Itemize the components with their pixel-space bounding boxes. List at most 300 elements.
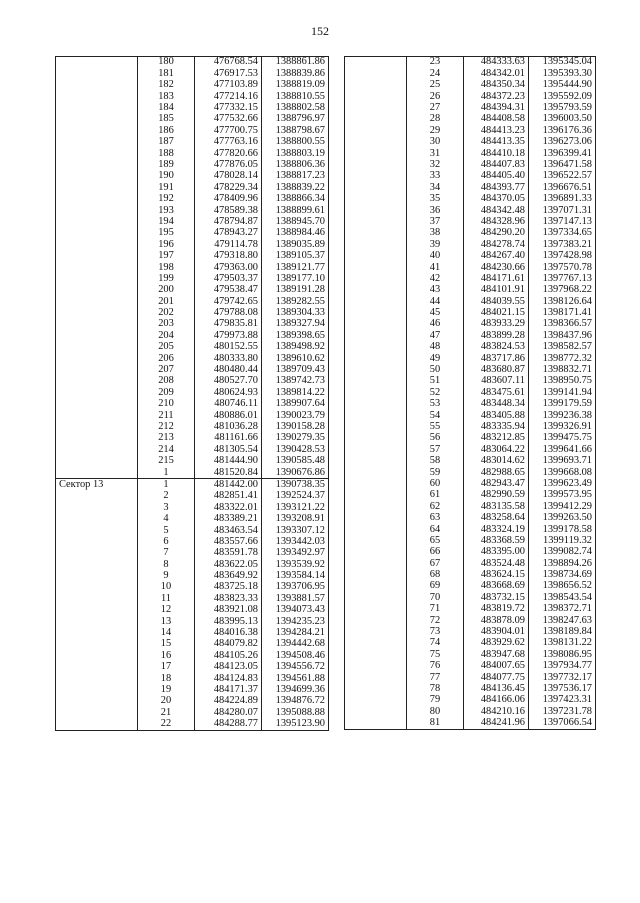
sector-cell: [56, 491, 138, 502]
y-coordinate-cell: 1389121.77: [262, 262, 329, 273]
y-coordinate-cell: 1397536.17: [529, 683, 596, 694]
point-number-cell: 32: [429, 159, 441, 170]
y-coordinate-cell: 1397383.21: [529, 239, 596, 250]
table-row: [345, 661, 596, 672]
x-coordinate-cell: 484333.63: [464, 57, 529, 69]
sector-cell: [345, 456, 407, 467]
table-row: [56, 342, 329, 353]
x-coordinate-cell: 483475.61: [464, 387, 529, 398]
y-coordinate-cell: 1388945.70: [262, 216, 329, 227]
y-coordinate-cell: 1392524.37: [262, 491, 329, 502]
x-coordinate-cell: 483878.09: [464, 615, 529, 626]
y-coordinate-cell: 1399641.66: [529, 444, 596, 455]
point-number-cell: 184: [158, 102, 174, 114]
point-number-cell: 202: [158, 307, 174, 319]
table-row: [345, 410, 596, 421]
table-row: [56, 376, 329, 387]
point-number-cell: 211: [158, 409, 174, 421]
x-coordinate-cell: 479318.80: [195, 251, 262, 262]
point-number-cell: 15: [160, 638, 172, 650]
y-coordinate-cell: 1398131.22: [529, 638, 596, 649]
point-number-cell: 48: [429, 341, 441, 353]
sector-cell: [345, 273, 407, 284]
table-row: [56, 353, 329, 364]
table-row: [56, 137, 329, 148]
table-row: [56, 80, 329, 91]
sector-cell: [345, 706, 407, 717]
sector-cell: [345, 683, 407, 694]
table-row: [56, 582, 329, 593]
table-row: [345, 490, 596, 501]
x-coordinate-cell: 483389.21: [195, 514, 262, 525]
table-row: [56, 616, 329, 627]
y-coordinate-cell: 1394876.72: [262, 696, 329, 707]
x-coordinate-cell: 478409.96: [195, 194, 262, 205]
sector-cell: [345, 114, 407, 125]
x-coordinate-cell: 482990.59: [464, 490, 529, 501]
x-coordinate-cell: 483591.78: [195, 548, 262, 559]
sector-cell: [56, 262, 138, 273]
table-row: [56, 628, 329, 639]
point-number-cell: 64: [429, 523, 441, 535]
x-coordinate-cell: 484136.45: [464, 683, 529, 694]
table-row: [345, 615, 596, 626]
x-coordinate-cell: 483212.85: [464, 433, 529, 444]
point-number-cell: 11: [160, 592, 171, 604]
sector-cell: [56, 456, 138, 467]
sector-cell: [56, 548, 138, 559]
table-row: [345, 68, 596, 79]
point-number-cell: 61: [429, 489, 441, 501]
x-coordinate-cell: 484267.40: [464, 251, 529, 262]
sector-cell: [56, 399, 138, 410]
sector-cell: [56, 239, 138, 250]
point-number-cell: 35: [429, 193, 441, 205]
sector-cell: [345, 57, 407, 69]
x-coordinate-cell: 483668.69: [464, 581, 529, 592]
table-row: [345, 308, 596, 319]
table-row: [56, 308, 329, 319]
point-number-cell: 208: [158, 375, 174, 387]
sector-cell: [345, 160, 407, 171]
point-number-cell: 17: [160, 661, 172, 673]
table-row: [56, 593, 329, 604]
x-coordinate-cell: 483405.88: [464, 410, 529, 421]
sector-cell: [345, 627, 407, 638]
table-row: [345, 330, 596, 341]
point-number-cell: 63: [429, 512, 441, 524]
y-coordinate-cell: 1395592.09: [529, 91, 596, 102]
x-coordinate-cell: 484342.48: [464, 205, 529, 216]
y-coordinate-cell: 1399326.91: [529, 422, 596, 433]
sector-cell: [56, 148, 138, 159]
sector-cell: [345, 513, 407, 524]
point-number-cell: 18: [160, 672, 172, 684]
x-coordinate-cell: 484166.06: [464, 695, 529, 706]
sector-cell: [345, 524, 407, 535]
y-coordinate-cell: 1390676.86: [262, 467, 329, 479]
point-number-cell: 13: [160, 615, 172, 627]
y-coordinate-cell: 1399573.95: [529, 490, 596, 501]
point-number-cell: 79: [429, 694, 441, 706]
table-row: [345, 627, 596, 638]
x-coordinate-cell: 483322.01: [195, 502, 262, 513]
point-number-cell: 57: [429, 443, 441, 455]
table-row: [345, 683, 596, 694]
table-row: [56, 205, 329, 216]
y-coordinate-cell: 1397428.98: [529, 251, 596, 262]
point-number-cell: 53: [429, 398, 441, 410]
y-coordinate-cell: 1398247.63: [529, 615, 596, 626]
point-number-cell: 212: [158, 420, 174, 432]
table-row: [345, 581, 596, 592]
y-coordinate-cell: 1396522.57: [529, 171, 596, 182]
sector-cell: [345, 103, 407, 114]
y-coordinate-cell: 1398126.64: [529, 296, 596, 307]
table-row: [345, 273, 596, 284]
table-row: [345, 513, 596, 524]
point-number-cell: 49: [429, 352, 441, 364]
y-coordinate-cell: 1398372.71: [529, 604, 596, 615]
y-coordinate-cell: 1394284.21: [262, 628, 329, 639]
sector-cell: [56, 628, 138, 639]
sector-cell: [345, 125, 407, 136]
sector-cell: [56, 68, 138, 79]
y-coordinate-cell: 1389709.43: [262, 365, 329, 376]
point-number-cell: 22: [160, 718, 172, 730]
sector-cell: [345, 148, 407, 159]
point-number-cell: 75: [429, 648, 441, 660]
table-row: [56, 399, 329, 410]
sector-cell: [56, 650, 138, 661]
table-row: [345, 718, 596, 730]
sector-cell: [345, 638, 407, 649]
table-row: [345, 524, 596, 535]
x-coordinate-cell: 484210.16: [464, 706, 529, 717]
table-row: [345, 478, 596, 489]
point-number-cell: 12: [160, 604, 172, 616]
sector-cell: [56, 444, 138, 455]
y-coordinate-cell: 1389282.55: [262, 296, 329, 307]
y-coordinate-cell: 1397231.78: [529, 706, 596, 717]
y-coordinate-cell: 1388866.34: [262, 194, 329, 205]
x-coordinate-cell: 480152.55: [195, 342, 262, 353]
y-coordinate-cell: 1390158.28: [262, 422, 329, 433]
sector-cell: [345, 387, 407, 398]
point-number-cell: 39: [429, 238, 441, 250]
sector-cell: [56, 422, 138, 433]
point-number-cell: 28: [429, 113, 441, 125]
y-coordinate-cell: 1399236.38: [529, 410, 596, 421]
x-coordinate-cell: 483904.01: [464, 627, 529, 638]
x-coordinate-cell: 484016.38: [195, 628, 262, 639]
x-coordinate-cell: 477876.05: [195, 160, 262, 171]
x-coordinate-cell: 484393.77: [464, 182, 529, 193]
sector-cell: [56, 376, 138, 387]
sector-cell: [56, 319, 138, 330]
x-coordinate-cell: 483622.05: [195, 559, 262, 570]
x-coordinate-cell: 484280.07: [195, 707, 262, 718]
point-number-cell: 209: [158, 386, 174, 398]
sector-cell: [345, 342, 407, 353]
x-coordinate-cell: 478794.87: [195, 216, 262, 227]
y-coordinate-cell: 1398437.96: [529, 330, 596, 341]
x-coordinate-cell: 479363.00: [195, 262, 262, 273]
x-coordinate-cell: 484407.83: [464, 160, 529, 171]
y-coordinate-cell: 1397334.65: [529, 228, 596, 239]
table-row: [345, 171, 596, 182]
y-coordinate-cell: 1389610.62: [262, 353, 329, 364]
y-coordinate-cell: 1399263.50: [529, 513, 596, 524]
sector-cell: [345, 251, 407, 262]
x-coordinate-cell: 479114.78: [195, 239, 262, 250]
x-coordinate-cell: 484408.58: [464, 114, 529, 125]
table-row: [345, 319, 596, 330]
y-coordinate-cell: 1394556.72: [262, 662, 329, 673]
x-coordinate-cell: 484342.01: [464, 68, 529, 79]
sector-cell: [56, 205, 138, 216]
y-coordinate-cell: 1399179.59: [529, 399, 596, 410]
table-row: [56, 605, 329, 616]
y-coordinate-cell: 1390738.35: [262, 479, 329, 491]
x-coordinate-cell: 483947.68: [464, 649, 529, 660]
y-coordinate-cell: 1389398.65: [262, 330, 329, 341]
sector-cell: [345, 80, 407, 91]
y-coordinate-cell: 1398772.32: [529, 353, 596, 364]
x-coordinate-cell: 484410.18: [464, 148, 529, 159]
point-number-cell: 51: [429, 375, 441, 387]
point-number-cell: 199: [158, 272, 174, 284]
x-coordinate-cell: 480624.93: [195, 387, 262, 398]
sector-cell: [56, 251, 138, 262]
y-coordinate-cell: 1393307.12: [262, 525, 329, 536]
y-coordinate-cell: 1399668.08: [529, 467, 596, 478]
point-number-cell: 38: [429, 227, 441, 239]
point-number-cell: 45: [429, 307, 441, 319]
point-number-cell: 36: [429, 204, 441, 216]
point-number-cell: 14: [160, 627, 172, 639]
sector-cell: [56, 228, 138, 239]
table-row: [56, 194, 329, 205]
y-coordinate-cell: 1396471.58: [529, 160, 596, 171]
table-row: [56, 365, 329, 376]
table-row: [56, 57, 329, 69]
y-coordinate-cell: 1399178.58: [529, 524, 596, 535]
y-coordinate-cell: 1395393.30: [529, 68, 596, 79]
y-coordinate-cell: 1397968.22: [529, 285, 596, 296]
table-row: [56, 410, 329, 421]
y-coordinate-cell: 1394073.43: [262, 605, 329, 616]
point-number-cell: 65: [429, 534, 441, 546]
point-number-cell: 190: [158, 170, 174, 182]
sector-cell: [345, 410, 407, 421]
sector-cell: [345, 399, 407, 410]
point-number-cell: 5: [163, 524, 169, 536]
sector-cell: [56, 662, 138, 673]
table-row: [345, 399, 596, 410]
x-coordinate-cell: 481036.28: [195, 422, 262, 433]
table-row: [56, 707, 329, 718]
y-coordinate-cell: 1393492.97: [262, 548, 329, 559]
x-coordinate-cell: 479538.47: [195, 285, 262, 296]
sector-cell: [345, 558, 407, 569]
table-row: [56, 639, 329, 650]
y-coordinate-cell: 1388984.46: [262, 228, 329, 239]
x-coordinate-cell: 484101.91: [464, 285, 529, 296]
point-number-cell: 204: [158, 329, 174, 341]
x-coordinate-cell: 477103.89: [195, 80, 262, 91]
table-row: [56, 536, 329, 547]
y-coordinate-cell: 1394235.23: [262, 616, 329, 627]
x-coordinate-cell: 484124.83: [195, 673, 262, 684]
table-row: [345, 706, 596, 717]
table-row: [345, 194, 596, 205]
y-coordinate-cell: 1395088.88: [262, 707, 329, 718]
x-coordinate-cell: 477532.66: [195, 114, 262, 125]
sector-cell: [345, 228, 407, 239]
point-number-cell: 214: [158, 443, 174, 455]
x-coordinate-cell: 481305.54: [195, 444, 262, 455]
point-number-cell: 207: [158, 364, 174, 376]
y-coordinate-cell: 1397423.31: [529, 695, 596, 706]
x-coordinate-cell: 484105.26: [195, 650, 262, 661]
y-coordinate-cell: 1388839.86: [262, 68, 329, 79]
point-number-cell: 186: [158, 124, 174, 136]
point-number-cell: 71: [429, 603, 441, 615]
sector-cell: [56, 308, 138, 319]
sector-cell: [345, 661, 407, 672]
x-coordinate-cell: 483557.66: [195, 536, 262, 547]
sector-cell: [345, 501, 407, 512]
y-coordinate-cell: 1394561.88: [262, 673, 329, 684]
table-row: [56, 228, 329, 239]
x-coordinate-cell: 484171.37: [195, 684, 262, 695]
y-coordinate-cell: 1397767.13: [529, 273, 596, 284]
y-coordinate-cell: 1388861.86: [262, 57, 329, 69]
sector-cell: [345, 592, 407, 603]
x-coordinate-cell: 477820.66: [195, 148, 262, 159]
point-number-cell: 24: [429, 67, 441, 79]
x-coordinate-cell: 477332.15: [195, 103, 262, 114]
table-row: [56, 571, 329, 582]
x-coordinate-cell: 483725.18: [195, 582, 262, 593]
point-number-cell: 195: [158, 227, 174, 239]
x-coordinate-cell: 477214.16: [195, 91, 262, 102]
x-coordinate-cell: 484077.75: [464, 672, 529, 683]
point-number-cell: 67: [429, 557, 441, 569]
table-row: [345, 570, 596, 581]
sector-cell: [56, 684, 138, 695]
sector-cell: [56, 410, 138, 421]
y-coordinate-cell: 1389191.28: [262, 285, 329, 296]
table-row: [345, 638, 596, 649]
x-coordinate-cell: 483824.53: [464, 342, 529, 353]
point-number-cell: 20: [160, 695, 172, 707]
sector-cell: [345, 285, 407, 296]
point-number-cell: 185: [158, 113, 174, 125]
y-coordinate-cell: 1397570.78: [529, 262, 596, 273]
point-number-cell: 41: [429, 261, 441, 273]
x-coordinate-cell: 483463.54: [195, 525, 262, 536]
sector-cell: [56, 433, 138, 444]
table-row: [345, 547, 596, 558]
y-coordinate-cell: 1399119.32: [529, 535, 596, 546]
y-coordinate-cell: 1395123.90: [262, 719, 329, 731]
x-coordinate-cell: 484039.55: [464, 296, 529, 307]
table-row: [56, 239, 329, 250]
sector-cell: [56, 593, 138, 604]
table-row: [56, 719, 329, 731]
table-row: [56, 514, 329, 525]
point-number-cell: 6: [163, 535, 169, 547]
table-row: [56, 160, 329, 171]
x-coordinate-cell: 483258.64: [464, 513, 529, 524]
table-row: [345, 216, 596, 227]
y-coordinate-cell: 1388803.19: [262, 148, 329, 159]
sector-cell: [345, 296, 407, 307]
table-row: [56, 491, 329, 502]
point-number-cell: 58: [429, 455, 441, 467]
table-row: [56, 148, 329, 159]
y-coordinate-cell: 1389105.37: [262, 251, 329, 262]
x-coordinate-cell: 483607.11: [464, 376, 529, 387]
sector-cell: [345, 171, 407, 182]
table-row: [56, 182, 329, 193]
sector-cell: [345, 615, 407, 626]
sector-cell: [345, 422, 407, 433]
table-row: [345, 160, 596, 171]
point-number-cell: 30: [429, 136, 441, 148]
table-row: [56, 456, 329, 467]
y-coordinate-cell: 1399412.29: [529, 501, 596, 512]
sector-cell: [56, 502, 138, 513]
point-number-cell: 76: [429, 660, 441, 672]
sector-cell: [345, 535, 407, 546]
table-row: [345, 262, 596, 273]
table-row: [56, 68, 329, 79]
table-row: [345, 649, 596, 660]
table-row: [345, 205, 596, 216]
sector-cell: [345, 239, 407, 250]
sector-cell: [345, 205, 407, 216]
y-coordinate-cell: 1393442.03: [262, 536, 329, 547]
x-coordinate-cell: 478028.14: [195, 171, 262, 182]
x-coordinate-cell: 481444.90: [195, 456, 262, 467]
table-row: [345, 182, 596, 193]
x-coordinate-cell: 483717.86: [464, 353, 529, 364]
x-coordinate-cell: 484290.20: [464, 228, 529, 239]
y-coordinate-cell: 1388806.36: [262, 160, 329, 171]
y-coordinate-cell: 1388796.97: [262, 114, 329, 125]
point-number-cell: 73: [429, 626, 441, 638]
point-number-cell: 19: [160, 683, 172, 695]
y-coordinate-cell: 1395345.04: [529, 57, 596, 69]
y-coordinate-cell: 1388802.58: [262, 103, 329, 114]
table-row: [56, 673, 329, 684]
point-number-cell: 54: [429, 409, 441, 421]
coordinates-table-left: [55, 56, 329, 731]
x-coordinate-cell: 481161.66: [195, 433, 262, 444]
x-coordinate-cell: 484288.77: [195, 719, 262, 731]
table-row: [345, 695, 596, 706]
y-coordinate-cell: 1393208.91: [262, 514, 329, 525]
y-coordinate-cell: 1388810.55: [262, 91, 329, 102]
table-row: [345, 342, 596, 353]
table-row: [56, 273, 329, 284]
y-coordinate-cell: 1398543.54: [529, 592, 596, 603]
point-number-cell: 74: [429, 637, 441, 649]
x-coordinate-cell: 484413.23: [464, 125, 529, 136]
